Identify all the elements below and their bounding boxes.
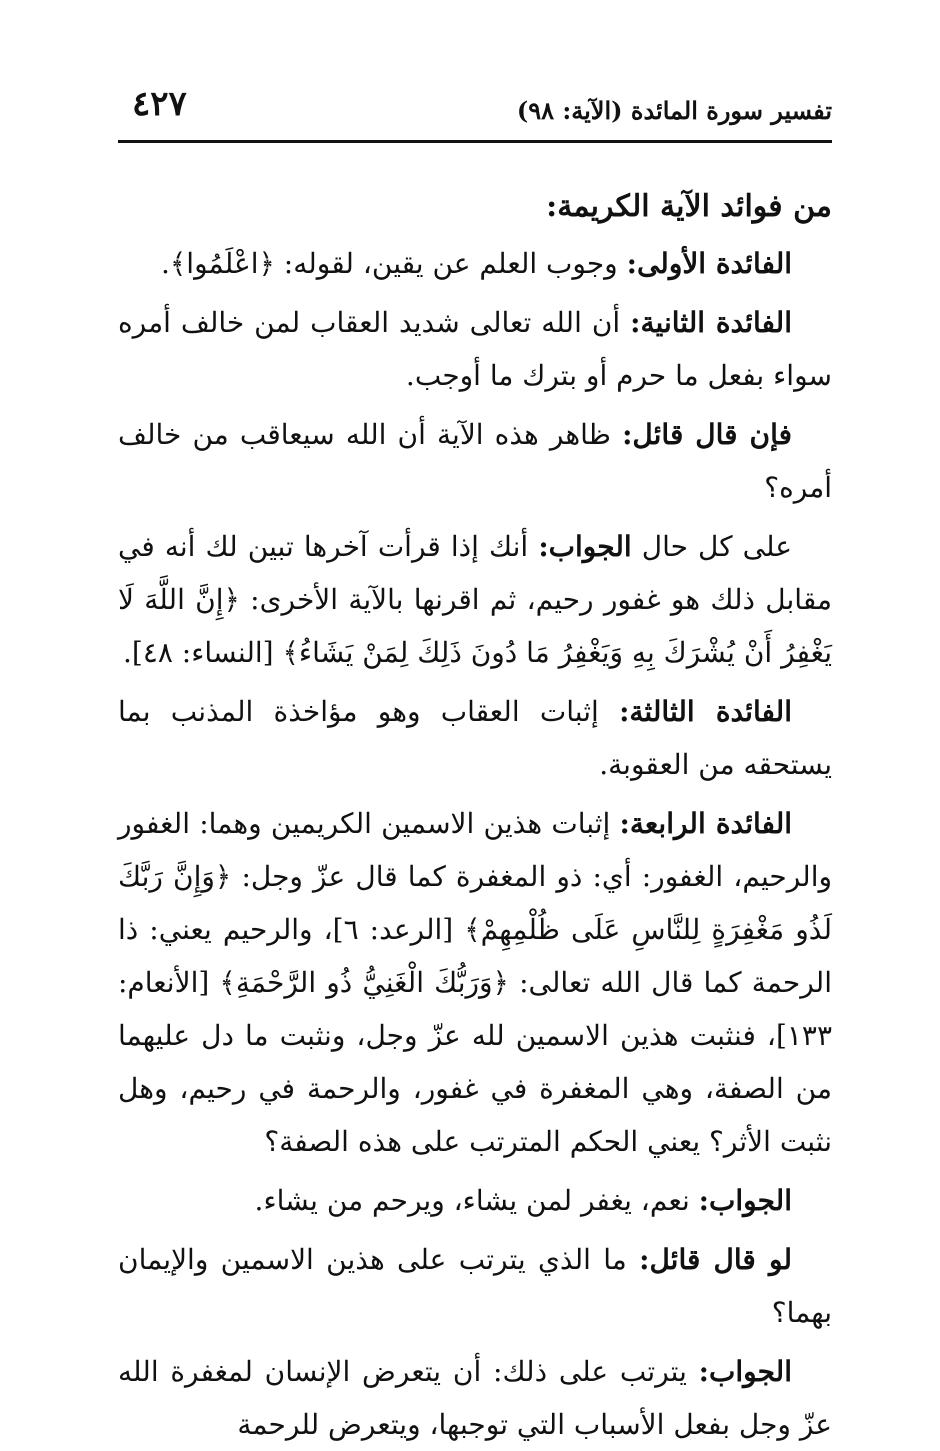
- paragraph-lead: الفائدة الرابعة:: [619, 807, 793, 840]
- paragraph: [118, 408, 832, 514]
- paragraph-lead: الفائدة الثالثة:: [619, 695, 792, 728]
- section-title: من فوائد الآية الكريمة:: [546, 189, 832, 224]
- page-number: ٤٢٧: [132, 84, 187, 124]
- paragraph-list: [118, 237, 832, 1451]
- paragraph: [118, 520, 832, 679]
- paragraph-lead: لو قال قائل:: [639, 1243, 792, 1276]
- paragraph-prefix: على كل حال: [631, 530, 792, 563]
- page-header: [118, 0, 832, 148]
- paragraph-text: يترتب على ذلك: أن يتعرض الإنسان لمغفرة الله عزّ وجل بفعل الأسباب التي توجبها، ويتعرض للرحمة: [118, 1355, 832, 1441]
- paragraph-lead: الفائدة الثانية:: [630, 306, 792, 339]
- paragraph-text: أن الله تعالى شديد العقاب لمن خالف أمره سواء بفعل ما حرم أو بترك ما أوجب.: [118, 306, 832, 392]
- header-rule: [118, 140, 832, 143]
- paragraph: [118, 1345, 832, 1451]
- paragraph-lead: فإن قال قائل:: [622, 418, 792, 451]
- paragraph-lead: الجواب:: [538, 530, 632, 563]
- paragraph-lead: الجواب:: [698, 1355, 792, 1388]
- paragraph: [118, 1174, 832, 1227]
- paragraph-lead: الجواب:: [698, 1184, 792, 1217]
- paragraph: [118, 1233, 832, 1339]
- paragraph-text: إثبات هذين الاسمين الكريمين وهما: الغفور والرحيم، الغفور: أي: ذو المغفرة كما قال عزّ وجل: ﴿وَإِنَّ رَبَّكَ لَذُو مَغْفِرَةٍ لِلنَّاسِ عَلَى ظُلْمِهِمْ﴾ [الرعد: ٦]، والرحيم يعني: ذا الرحمة كما قال الله تعالى: ﴿وَرَبُّكَ الْغَنِيُّ ذُو الرَّحْمَةِ﴾ [الأنعام: ١٣٣]، فنثبت هذين الاسمين لله عزّ وجل، ونثبت ما دل عليهما من الصفة، وهي المغفرة في غفور، والرحمة في رحيم، وهل نثبت الأثر؟ يعني الحكم المترتب على هذه الصفة؟: [118, 807, 832, 1158]
- paragraph-text: نعم، يغفر لمن يشاء، ويرحم من يشاء.: [254, 1184, 699, 1217]
- paragraph: [118, 685, 832, 791]
- paragraph-lead: الفائدة الأولى:: [626, 247, 792, 280]
- paragraph-text: أنك إذا قرأت آخرها تبين لك أنه في مقابل ذلك هو غفور رحيم، ثم اقرنها بالآية الأخرى: ﴿إِنَّ اللَّهَ لَا يَغْفِرُ أَنْ يُشْرَكَ بِهِ وَيَغْفِرُ مَا دُونَ ذَلِكَ لِمَنْ يَشَاءُ﴾ [النساء: ٤٨].: [118, 530, 832, 669]
- page-body: [118, 180, 832, 1451]
- paragraph: [118, 797, 832, 1168]
- paragraph: [118, 237, 832, 290]
- paragraph-text: إثبات العقاب وهو مؤاخذة المذنب بما يستحقه من العقوبة.: [118, 695, 832, 781]
- paragraph-text: وجوب العلم عن يقين، لقوله: ﴿اعْلَمُوا﴾.: [161, 247, 627, 280]
- paragraph: [118, 296, 832, 402]
- paragraph-text: ما الذي يترتب على هذين الاسمين والإيمان بهما؟: [118, 1243, 832, 1329]
- running-title: تفسير سورة المائدة (الآية: ٩٨): [516, 96, 832, 125]
- paragraph-text: ظاهر هذه الآية أن الله سيعاقب من خالف أمره؟: [118, 418, 832, 504]
